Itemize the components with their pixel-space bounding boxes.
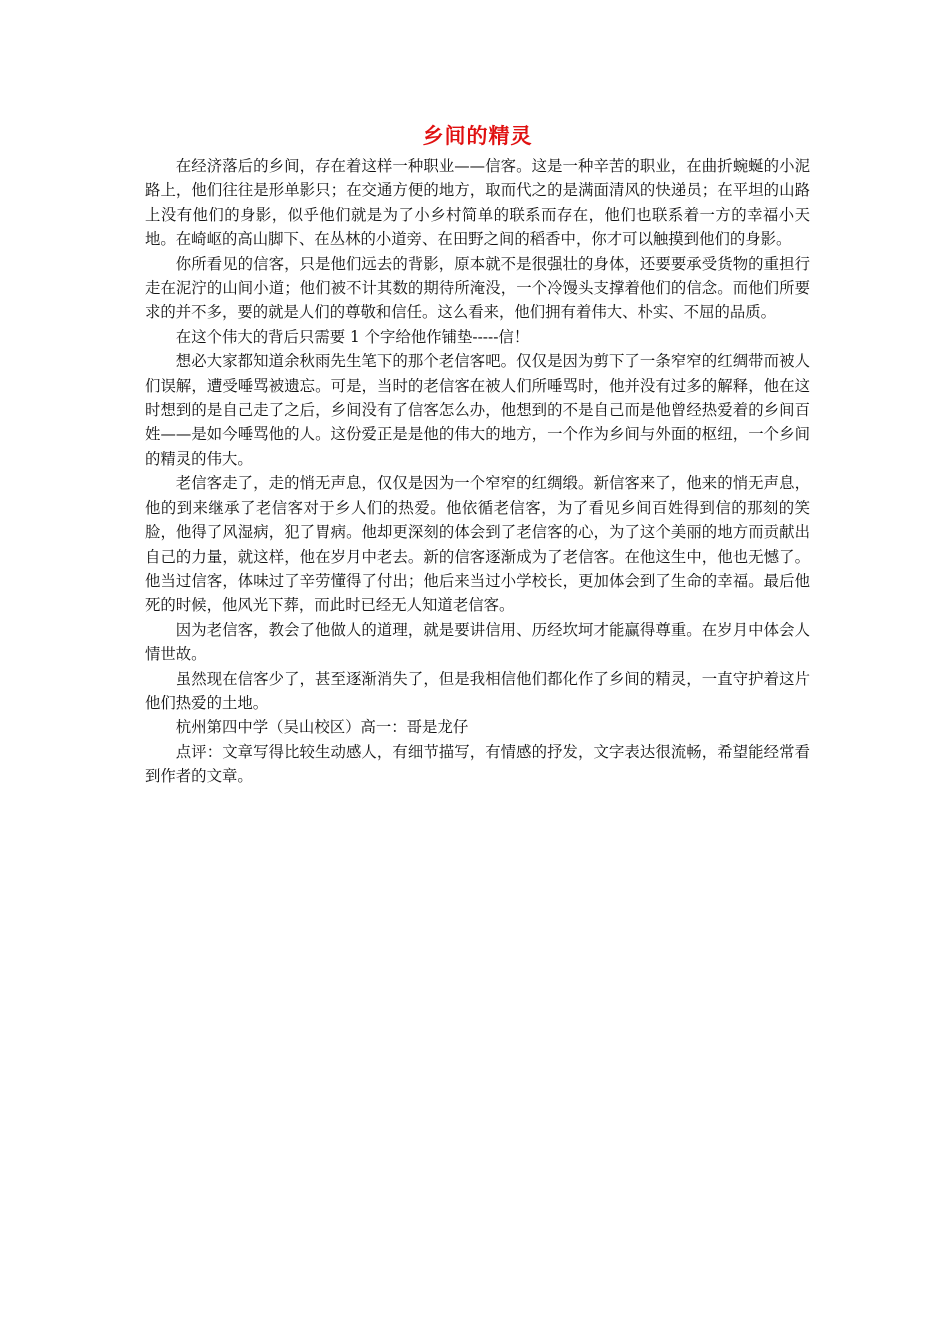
document-title: 乡间的精灵 — [422, 123, 533, 148]
paragraph-new-messenger: 老信客走了，走的悄无声息，仅仅是因为一个窄窄的红绸缎。新信客来了，他来的悄无声息，他的到来继承了老信客对于乡人们的热爱。他依循老信客，为了看见乡间百姓得到信的那刻的笑脸，他得了风湿病，犯了胃病。他却更深刻的体会到了老信客的心，为了这个美丽的地方而贡献出自己的力量，就这样，他在岁月中老去。新的信客逐渐成为了老信客。在他这生中，他也无憾了。他当过信客，体味过了辛劳懂得了付出；他后来当过小学校长，更加体会到了生命的幸福。最后他死的时候，他风光下葬，而此时已经无人知道老信客。 — [145, 474, 810, 615]
paragraph-intro: 在经济落后的乡间，存在着这样一种职业——信客。这是一种辛苦的职业，在曲折蜿蜒的小泥路上，他们往往是形单影只；在交通方便的地方，取而代之的是满面清风的快递员；在平坦的山路上没有他们的身影，似乎他们就是为了小乡村简单的联系而存在，他们也联系着一方的幸福小天地。在崎岖的高山脚下、在丛林的小道旁、在田野之间的稻香中，你才可以触摸到他们的身影。 — [145, 157, 810, 249]
paragraph-conclusion: 虽然现在信客少了，甚至逐渐消失了，但是我相信他们都化作了乡间的精灵，一直守护着这片他们热爱的土地。 — [145, 669, 810, 712]
author-line: 杭州第四中学（吴山校区）高一：哥是龙仔 — [175, 718, 469, 737]
paragraph-back-view: 你所看见的信客，只是他们远去的背影，原本就不是很强壮的身体，还要要承受货物的重担行走在泥泞的山间小道；他们被不计其数的期待所淹没，一个冷馒头支撑着他们的信念。而他们所要求的并不多，要的就是人们的尊敬和信任。这么看来，他们拥有着伟大、朴实、不屈的品质。 — [145, 254, 810, 322]
document-page — [145, 118, 810, 789]
paragraph-old-messenger: 想必大家都知道余秋雨先生笔下的那个老信客吧。仅仅是因为剪下了一条窄窄的红绸带而被人们误解，遭受唾骂被遗忘。可是，当时的老信客在被人们所唾骂时，他并没有过多的解释，他在这时想到的是自己走了之后，乡间没有了信客怎么办，他想到的不是自己而是他曾经热爱着的乡间百姓——是如今唾骂他的人。这份爱正是是他的伟大的地方，一个作为乡间与外面的枢纽，一个乡间的精灵的伟大。 — [145, 352, 810, 468]
paragraph-one-word: 在这个伟大的背后只需要 1 个字给他作铺垫-----信！ — [175, 327, 530, 346]
paragraph-lesson: 因为老信客，教会了他做人的道理，就是要讲信用、历经坎坷才能赢得尊重。在岁月中体会人情世故。 — [145, 620, 810, 664]
review-comment: 点评：文章写得比较生动感人，有细节描写，有情感的抒发，文字表达很流畅，希望能经常看到作者的文章。 — [145, 742, 810, 786]
